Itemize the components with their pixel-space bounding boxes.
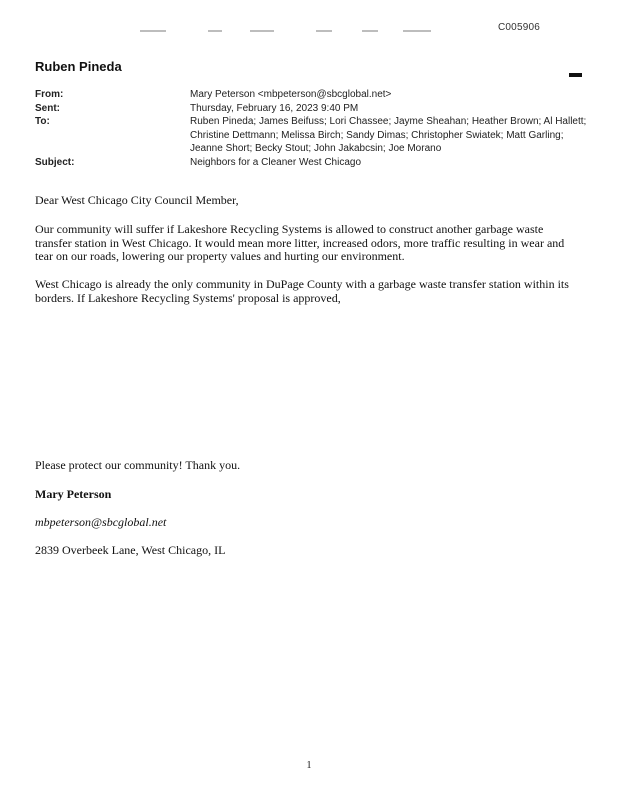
document-id: C005906 [498,22,540,33]
body-paragraph: West Chicago is already the only community in DuPage County with a garbage waste transfer station within its borders. If Lakeshore Recycling Systems' proposal is approved, [35,277,569,305]
subject-value: Neighbors for a Cleaner West Chicago [190,156,362,168]
strip-mark [362,30,378,32]
to-line: Ruben Pineda; James Beifuss; Lori Chassee; Jayme Sheahan; Heather Brown; Al Hallett; [190,116,587,127]
page-number: 1 [306,760,312,771]
from-row [35,88,595,102]
from-label: From: [35,89,64,100]
signature-address: 2839 Overbeek Lane, West Chicago, IL [35,543,226,557]
sent-value: Thursday, February 16, 2023 9:40 PM [190,102,359,114]
signature-email: mbpeterson@sbcglobal.net [35,515,167,529]
email-header [35,88,595,169]
to-value [190,115,595,156]
greeting: Dear West Chicago City Council Member, [35,193,239,207]
sent-row [35,102,595,116]
strip-mark [140,30,166,32]
to-label: To: [35,116,50,127]
strip-mark [208,30,222,32]
body-paragraph: Our community will suffer if Lakeshore Recycling Systems is allowed to construct another garbage waste transfer station in West Chicago. It would mean more litter, increased odors, more traffic resulting in wear and tear on our roads, lowering our property values and hurting our environment. [35,222,565,263]
strip-mark [316,30,332,32]
signature-name: Mary Peterson [35,487,112,501]
from-value: Mary Peterson <mbpeterson@sbcglobal.net> [190,89,392,100]
to-line: Christine Dettmann; Melissa Birch; Sandy Dimas; Christopher Swiatek; Matt Garling; [190,129,564,141]
strip-mark [250,30,274,32]
sender-name: Ruben Pineda [35,59,122,74]
subject-label: Subject: [35,156,75,168]
to-line: Jeanne Short; Becky Stout; John Jakabcsin; Joe Morano [190,143,442,154]
subject-row [35,156,595,170]
to-row [35,115,595,156]
strip-mark [403,30,431,32]
sent-label: Sent: [35,102,60,114]
redaction-mark [569,73,582,77]
closing-line: Please protect our community! Thank you. [35,458,241,472]
